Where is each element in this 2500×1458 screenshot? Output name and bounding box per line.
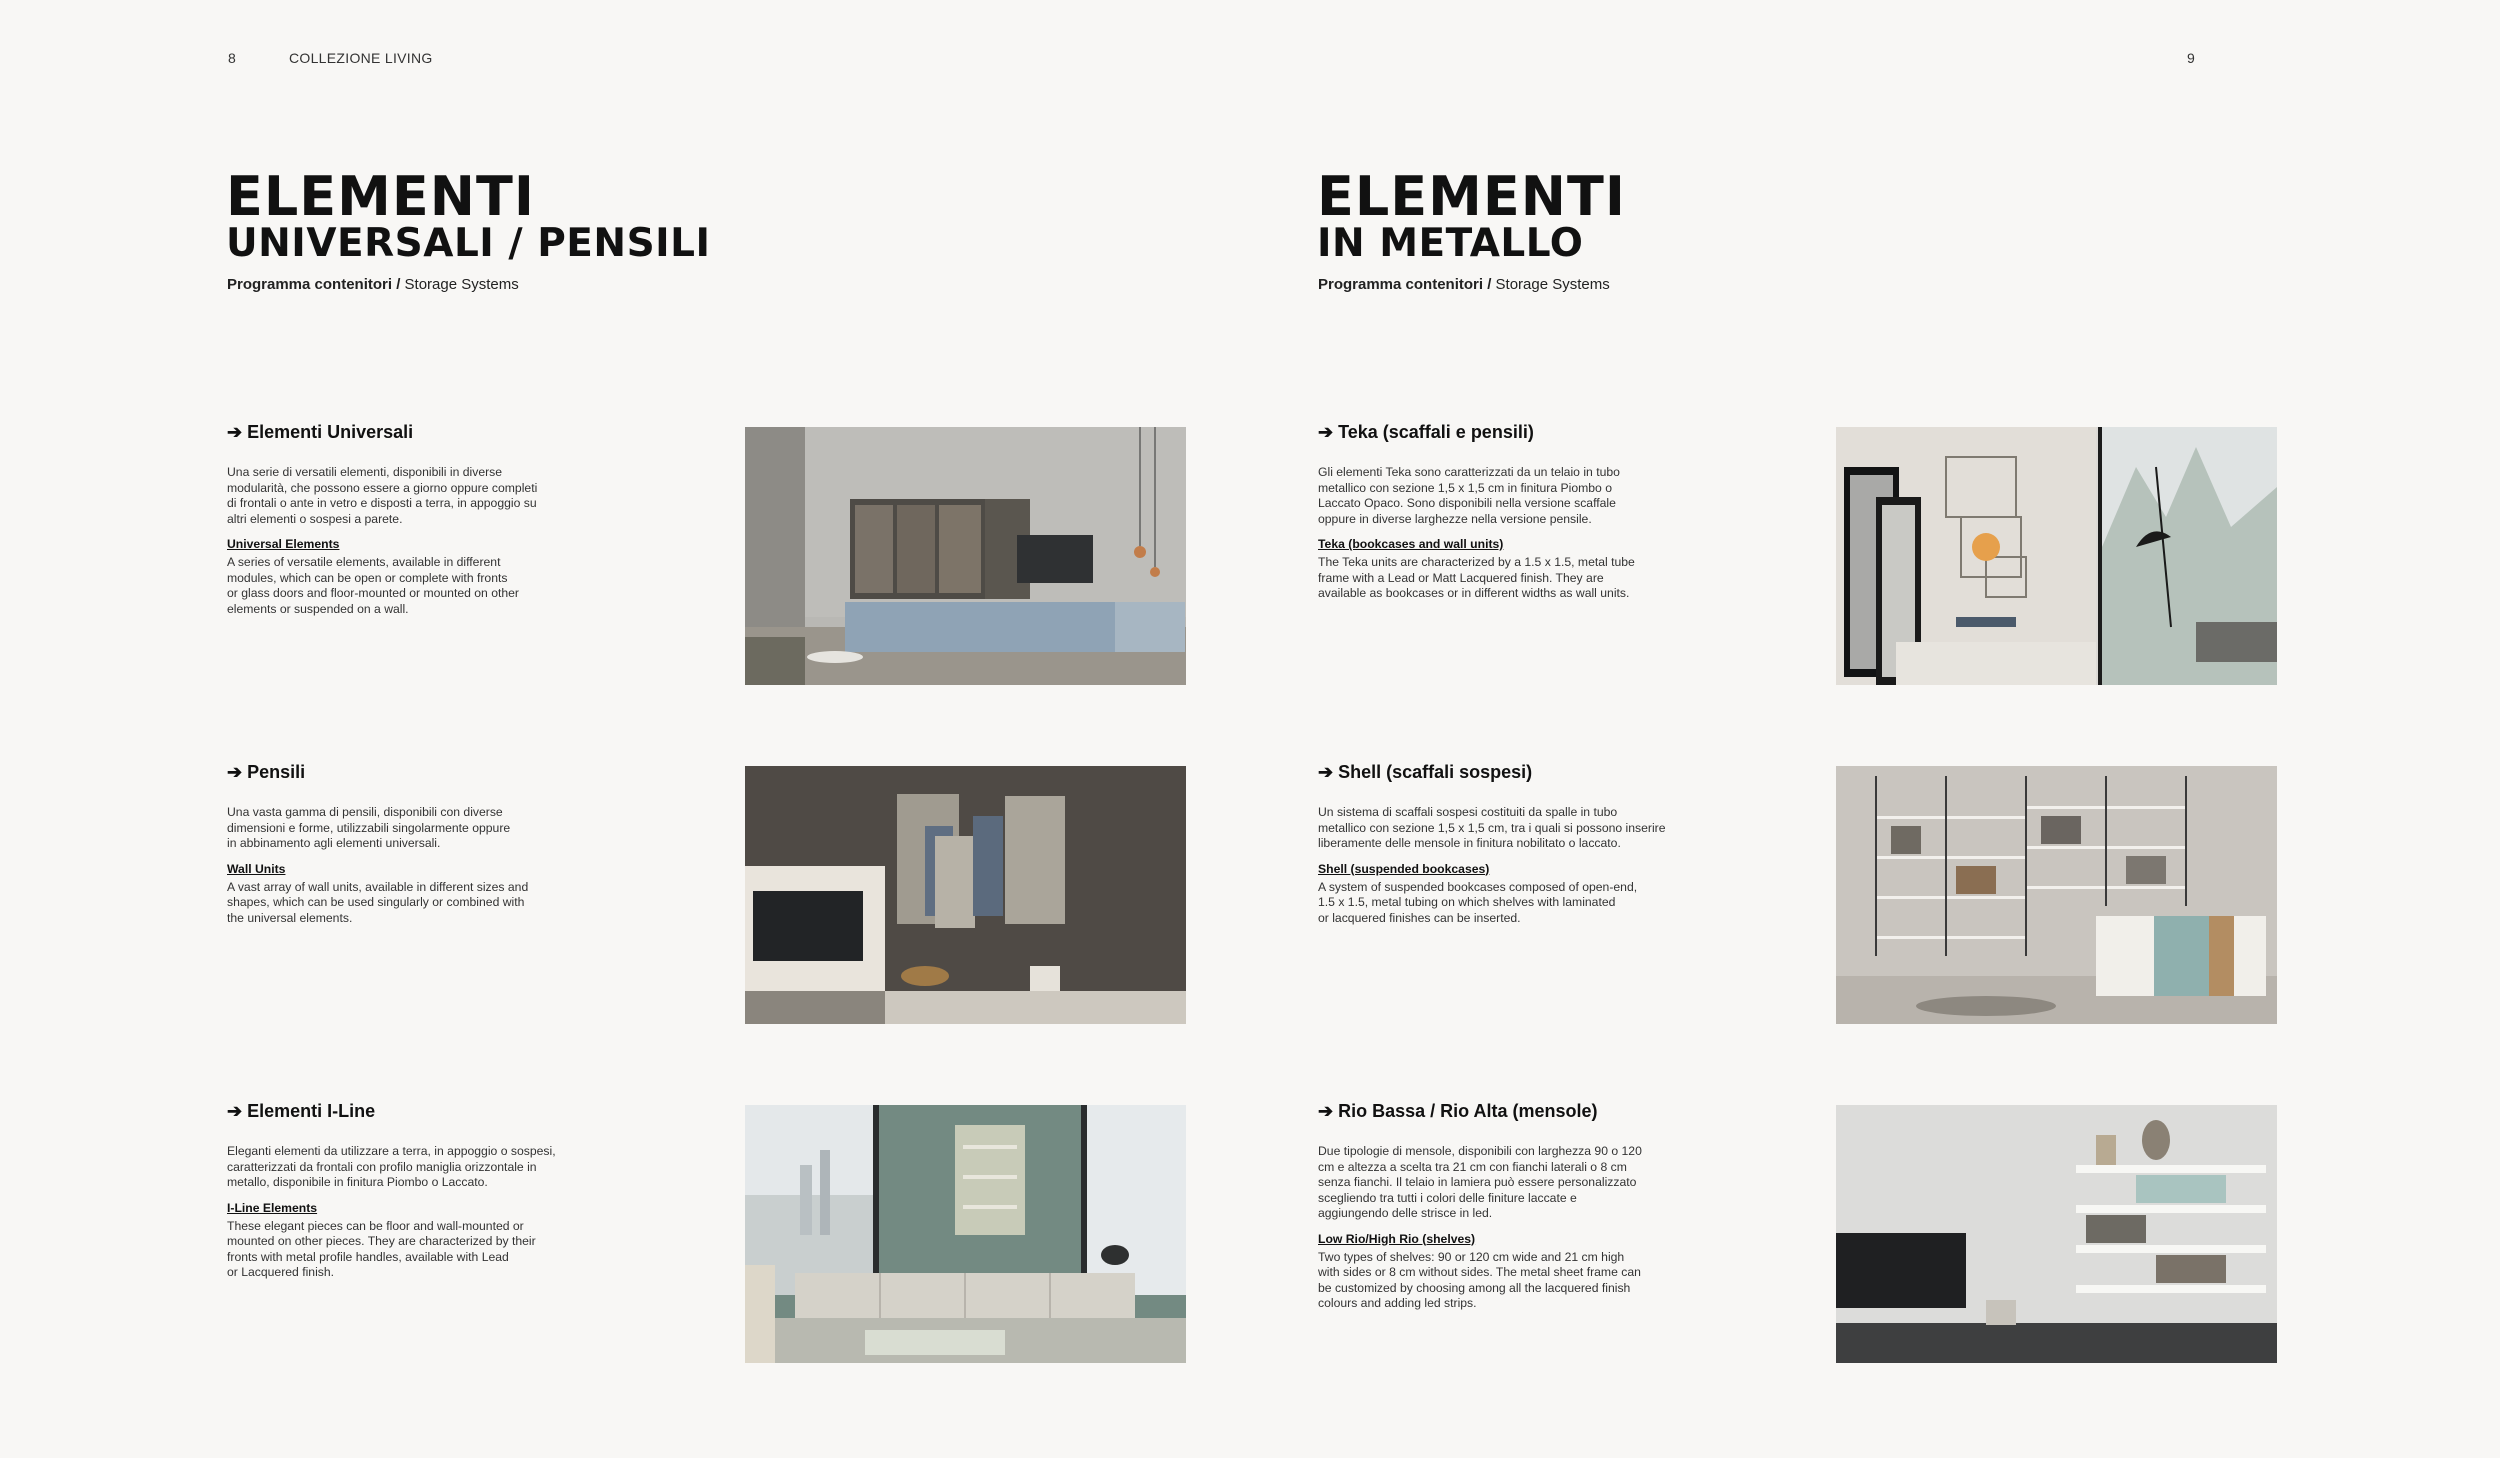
subtitle-bold: Programma contenitori /	[1318, 276, 1492, 293]
item-english-text: The Teka units are characterized by a 1.5 x 1.5, metal tube frame with a Lead or Matt Lacquered finish. They are available as bookcases or in different widths as wall units.	[1318, 555, 1635, 600]
right-page-subtitle	[1318, 276, 1610, 293]
item-english-heading: Teka (bookcases and wall units)	[1318, 537, 1504, 551]
left-page-number: 8	[228, 50, 237, 66]
item-italian-text: Eleganti elementi da utilizzare a terra, in appoggio o sospesi, caratterizzati da frontali con profilo maniglia orizzontale in metallo, disponibile in finitura Piombo o Laccato.	[227, 1144, 556, 1189]
item-elementi-i-line	[227, 1101, 617, 1291]
item-heading: ➔ Elementi I-Line	[227, 1101, 376, 1121]
item-italian-text: Una vasta gamma di pensili, disponibili con diverse dimensioni e forme, utilizzabili singolarmente oppure in abbinamento agli elementi universali.	[227, 805, 511, 850]
item-english-heading: Wall Units	[227, 861, 286, 876]
item-english-text: A vast array of wall units, available in different sizes and shapes, which can be used singularly or combined with the universal elements.	[227, 879, 529, 925]
photo-pensili	[745, 766, 1186, 1024]
item-english-text: A series of versatile elements, available in different modules, which can be open or complete with fronts or glass doors and floor-mounted or mounted on other elements or suspended on a wall.	[227, 555, 519, 616]
item-english-heading: Universal Elements	[227, 537, 340, 551]
item-english-heading: Low Rio/High Rio (shelves)	[1318, 1231, 1476, 1246]
subtitle-bold: Programma contenitori /	[227, 276, 401, 293]
item-english-text: Two types of shelves: 90 or 120 cm wide and 21 cm high with sides or 8 cm without sides. The metal sheet frame can be customized by choosing among all the lacquered finish colours and adding led strips.	[1318, 1249, 1641, 1310]
left-page-subtitle	[227, 276, 519, 293]
photo-rio	[1836, 1105, 2277, 1363]
subtitle-regular: Storage Systems	[1491, 276, 1610, 293]
photo-elementi-universali	[745, 427, 1186, 685]
item-italian-text: Un sistema di scaffali sospesi costituiti da spalle in tubo metallico con sezione 1,5 x 1,5 cm, tra i quali si possono inserire liberamente delle mensole in finitura nobilitato o laccato.	[1318, 805, 1666, 850]
right-page-title-line2: IN METALLO	[1317, 221, 1584, 266]
section-name: COLLEZIONE LIVING	[289, 50, 433, 66]
item-italian-text: Due tipologie di mensole, disponibili con larghezza 90 o 120 cm e altezza a scelta tra 21 cm con fianchi laterali o 8 cm senza fianchi. Il telaio in lamiera può essere personalizzato scegliendo tra tutti i colori delle finiture laccate e aggiungendo delle strisce in led.	[1318, 1144, 1642, 1220]
item-heading: ➔ Shell (scaffali sospesi)	[1318, 762, 1533, 782]
left-page-title-line2: UNIVERSALI / PENSILI	[226, 221, 711, 266]
item-rio	[1318, 1101, 1708, 1322]
item-heading: ➔ Rio Bassa / Rio Alta (mensole)	[1318, 1101, 1598, 1121]
item-english-text: These elegant pieces can be floor and wall-mounted or mounted on other pieces. They are characterized by their fronts with metal profile handles, available with Lead or Lacquered finish.	[227, 1218, 536, 1279]
item-pensili	[227, 762, 617, 936]
item-english-heading: Shell (suspended bookcases)	[1318, 861, 1490, 876]
item-teka	[1318, 422, 1708, 612]
item-english-heading: I-Line Elements	[227, 1200, 318, 1215]
item-italian-text: Gli elementi Teka sono caratterizzati da un telaio in tubo metallico con sezione 1,5 x 1,5 cm in finitura Piombo o Laccato Opaco. Sono disponibili nella versione scaffale oppure in diverse larghezze nella versione pensile.	[1318, 465, 1620, 526]
item-heading: ➔ Pensili	[227, 762, 306, 782]
photo-teka	[1836, 427, 2277, 685]
item-heading: ➔ Teka (scaffali e pensili)	[1318, 422, 1534, 442]
item-heading: ➔ Elementi Universali	[227, 422, 414, 442]
subtitle-regular: Storage Systems	[400, 276, 519, 293]
right-page-title-line1: ELEMENTI	[1317, 165, 1626, 228]
item-shell	[1318, 762, 1708, 936]
item-italian-text: Una serie di versatili elementi, disponibili in diverse modularità, che possono essere a giorno oppure completi di frontali o ante in vetro e disposti a terra, in appoggio su altri elementi o sospesi a parete.	[227, 465, 538, 526]
item-elementi-universali	[227, 422, 617, 627]
right-page-number: 9	[2187, 50, 2196, 66]
left-page-title-line1: ELEMENTI	[226, 165, 535, 228]
photo-shell	[1836, 766, 2277, 1024]
item-english-text: A system of suspended bookcases composed of open-end, 1.5 x 1.5, metal tubing on which shelves with laminated or lacquered finishes can be inserted.	[1318, 879, 1638, 925]
photo-elementi-i-line	[745, 1105, 1186, 1363]
